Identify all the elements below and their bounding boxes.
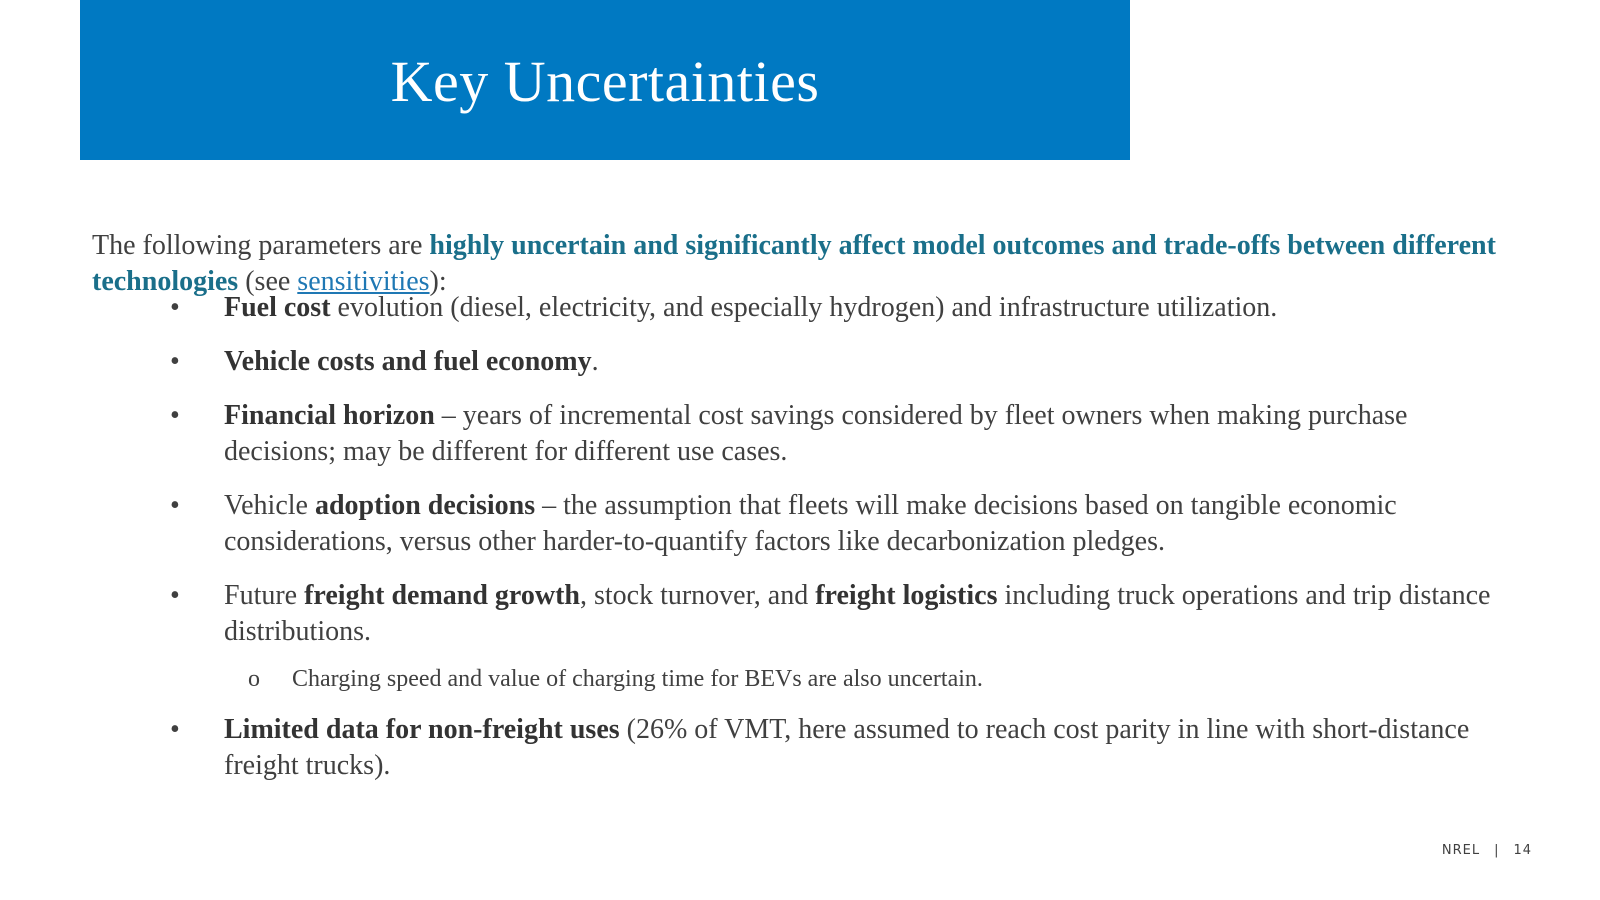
list-item-adoption-decisions	[170, 488, 1500, 560]
bullet-bold: Financial horizon	[224, 400, 435, 431]
bullet-bold-2: freight logistics	[815, 580, 998, 611]
list-item-freight-demand	[170, 578, 1500, 650]
bullet-bold: Limited data for non-freight uses	[224, 714, 620, 745]
bullet-text: – the assumption that fleets will make decisions based on tangible economic considerations, versus other harder-to-quantify factors like decarbonization pledges.	[224, 490, 1397, 557]
bullet-text: including truck operations and trip distance distributions.	[224, 580, 1491, 647]
bullet-bold: Fuel cost	[224, 292, 331, 323]
bullet-icon: •	[170, 346, 180, 377]
uncertainty-list	[170, 290, 1500, 802]
bullet-icon: •	[170, 580, 180, 611]
title-banner	[80, 0, 1130, 160]
sub-bullet-text: Charging speed and value of charging time for BEVs are also uncertain.	[292, 666, 983, 692]
bullet-bold: freight demand growth	[304, 580, 580, 611]
bullet-mid: , stock turnover, and	[579, 580, 816, 611]
bullet-pre: Future	[224, 580, 305, 611]
bullet-bold: adoption decisions	[314, 490, 536, 521]
page-number: 14	[1513, 843, 1532, 858]
bullet-bold: Vehicle costs and fuel economy	[224, 346, 592, 377]
bullet-text: (26% of VMT, here assumed to reach cost parity in line with short-distance freight trucks).	[224, 714, 1470, 781]
intro-emphasis: highly uncertain and significantly affect model outcomes and trade-offs between different technologies	[92, 230, 1496, 297]
bullet-icon: •	[170, 400, 180, 431]
intro-lead: The following parameters are	[92, 230, 430, 261]
bullet-icon: •	[170, 490, 180, 521]
footer-separator: |	[1494, 843, 1500, 858]
intro-see-suffix: ):	[429, 266, 447, 297]
bullet-icon: •	[170, 292, 180, 323]
bullet-pre: Vehicle	[224, 490, 315, 521]
footer-org: NREL	[1441, 843, 1481, 858]
bullet-text: evolution (diesel, electricity, and especially hydrogen) and infrastructure utilization.	[330, 292, 1278, 323]
sensitivities-link[interactable]: sensitivities	[297, 266, 430, 297]
bullet-icon: •	[170, 714, 180, 745]
bullet-text: .	[591, 346, 599, 377]
list-item-non-freight	[170, 712, 1500, 784]
list-item-financial-horizon	[170, 398, 1500, 470]
slide-footer	[1442, 843, 1532, 858]
hollow-circle-icon: o	[248, 666, 260, 692]
bullet-text: – years of incremental cost savings considered by fleet owners when making purchase decisions; may be different for different use cases.	[224, 400, 1408, 467]
sub-list-item-charging	[170, 664, 1500, 694]
list-item-vehicle-costs	[170, 344, 1500, 380]
intro-see-prefix: (see	[238, 266, 298, 297]
slide-title: Key Uncertainties	[390, 48, 820, 114]
list-item-fuel-cost	[170, 290, 1500, 326]
